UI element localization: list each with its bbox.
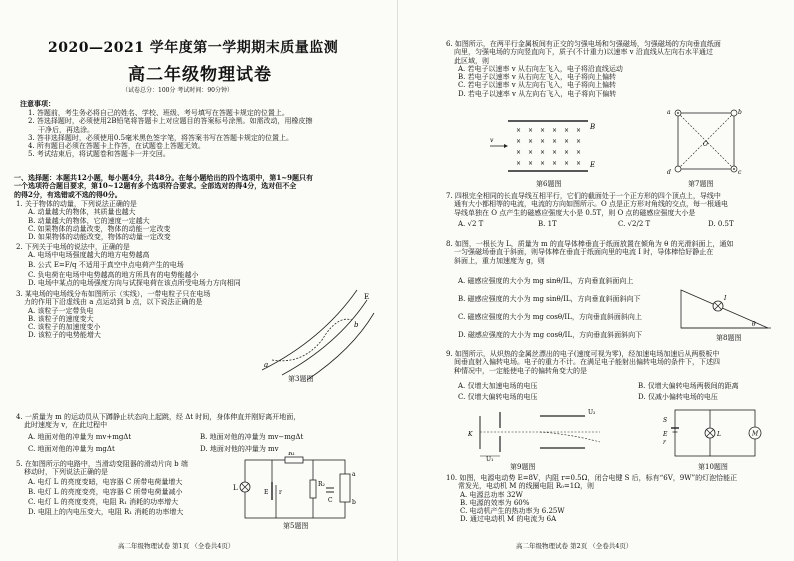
field-cross: × <box>540 149 546 156</box>
end-b-label: b <box>352 499 356 506</box>
field-cross: × <box>552 160 558 167</box>
question-9 <box>446 350 720 375</box>
lamp-label: L <box>717 431 721 438</box>
question-stem-2: 通有大小都相等的电流，电流的方向如图所示。O 点是正方形对角线的交点，每一根通电 <box>454 200 728 209</box>
question-stem: 6. 如图所示，在两平行金属板间有正交的匀强电场和匀强磁场，匀强磁场的方向垂直纸面 <box>446 40 721 48</box>
figure-8-caption: 第8题图 <box>716 334 742 342</box>
velocity-label: v <box>490 137 494 144</box>
note-line: 干净后，再选涂。 <box>38 125 94 134</box>
wire-b-label: b <box>738 109 742 116</box>
point-b-label: b <box>354 321 359 329</box>
switch-label: S <box>663 417 668 424</box>
r1-label: R₁ <box>288 452 295 457</box>
figure-3-field-lines <box>252 285 382 385</box>
question-stem: 10. 如图，电源电动势 E=8V，内阻 r=0.5Ω，闭合电键 S 后，标有“6V，9W”的灯泡恰能正 <box>446 474 738 482</box>
option-c: C. 仅增大偏转电场的电压 <box>458 393 538 401</box>
figure-9-caption: 第9题图 <box>510 463 536 471</box>
point-a-label: a <box>264 361 269 369</box>
exam-title: 2020—2021 学年度第一学期期末质量监测 <box>48 40 339 56</box>
cathode-label: K <box>468 431 473 438</box>
question-2 <box>16 243 241 287</box>
option-d: D. 地面对他的冲量为 mv <box>200 445 279 453</box>
motor-label: M <box>752 430 759 438</box>
field-cross: × <box>564 160 570 167</box>
b-field-label: B <box>590 123 596 131</box>
option-b: B. 该粒子的速度变大 <box>28 314 94 323</box>
option-a: A. 磁感应强度的大小为 mg sinθ/IL，方向垂直斜面向上 <box>458 277 634 285</box>
section-line: 的得2分，有选错或不选的得0分。 <box>14 189 122 199</box>
question-10 <box>446 474 737 524</box>
figure-6-caption: 第6题图 <box>536 180 562 188</box>
section-1-heading <box>14 174 389 199</box>
option-a: A. 动量越大的物体，其质量也越大 <box>28 208 136 217</box>
magnetic-field-crosses <box>516 127 581 167</box>
option-a: A. 地面对他的冲量为 mv+mgΔt <box>28 433 132 441</box>
option-c: C. √2/2 T <box>618 220 651 228</box>
field-cross: × <box>552 138 558 145</box>
option-d: D. 电阻上的内电压变大，电阻 R₁ 消耗的功率增大 <box>28 507 184 516</box>
option-c: C. 电灯 L 的亮度变亮，电阻 R₁ 消耗的功率增大 <box>28 497 179 506</box>
option-b: B. 地面对他的冲量为 mv−mgΔt <box>200 433 304 441</box>
field-cross: × <box>576 160 582 167</box>
option-d: D. 通过电动机 M 的电流为 6A <box>460 515 557 524</box>
question-stem-2: 常发光，电动机 M 的线圈电阻 R₀=1Ω，则 <box>458 482 595 491</box>
score-info: （试卷总分：100分 考试时间：90分钟） <box>122 87 233 94</box>
option-b: B. 1T <box>538 220 557 228</box>
field-cross: × <box>576 149 582 156</box>
option-b: B. 公式 E=F/q 不适用于真空中点电荷产生的电场 <box>28 260 184 269</box>
page-footer: 高二年级物理试卷 第2页 （全卷共4页） <box>516 542 633 550</box>
option-c: C. 地面对他的冲量为 mgΔt <box>28 445 115 453</box>
question-stem-2: 此时速度为 v，在此过程中 <box>24 421 108 430</box>
question-stem: 7. 四根完全相同的长直导线互相平行，它们的截面处于一个正方形的四个顶点上，导线中 <box>446 192 721 200</box>
note-line: 5. 考试结束后，将试题卷和答题卡一并交回。 <box>28 150 170 159</box>
option-c: C. 磁感应强度的大小为 mg cosθ/IL，方向垂直斜面斜向上 <box>458 313 642 321</box>
question-3 <box>16 290 210 340</box>
option-b: B. 电源的效率为 60% <box>460 498 530 507</box>
question-stem: 1. 关于物体的动量，下列说法正确的是 <box>16 200 137 208</box>
question-stem-3: 斜面上，重力加速度为 g，则 <box>454 256 545 265</box>
field-cross: × <box>564 149 570 156</box>
figure-5-circuit <box>230 452 360 527</box>
emf-label: E <box>663 431 668 438</box>
field-cross: × <box>540 138 546 145</box>
question-7 <box>446 192 728 217</box>
field-cross: × <box>564 127 570 134</box>
field-cross: × <box>516 149 522 156</box>
r2-label: R₂ <box>318 481 325 488</box>
option-a: A. 仅增大加速电场的电压 <box>458 382 538 390</box>
capacitor-label: C <box>328 497 333 504</box>
field-cross: × <box>528 127 534 134</box>
figure-6-crossed-fields <box>488 115 598 177</box>
page-footer: 高二年级物理试卷 第1页 （全卷共4页） <box>118 542 235 550</box>
option-b: B. 若电子以速率 v 从右向左飞入，电子将向上偏转 <box>458 73 616 82</box>
notes-heading: 注意事项： <box>20 99 55 108</box>
e-field-label: E <box>590 161 596 169</box>
u2-label: U₂ <box>588 409 596 416</box>
current-label: I <box>724 295 727 302</box>
option-d: D. 电场中某点的电场强度方向与试探电荷在该点所受电场力方向相同 <box>28 278 241 287</box>
question-stem-2: 力的作用下沿虚线由 a 点运动到 b 点，以下说法正确的是 <box>24 298 203 307</box>
question-5 <box>16 460 188 517</box>
question-stem-3: 导线单独在 O 点产生的磁感应强度大小是 0.5T，则 O 点的磁感应强度大小是 <box>454 208 696 217</box>
option-a: A. 电灯 L 的亮度变暗，电容器 C 所带电荷量增大 <box>28 477 183 486</box>
question-stem: 8. 如图，一根长为 L，质量为 m 的直导体棒垂直于纸面放置在倾角为 θ 的光滑斜面上，通如 <box>446 240 734 248</box>
end-a-label: a <box>352 471 356 478</box>
field-cross: × <box>516 160 522 167</box>
exam-page-2 <box>397 0 794 561</box>
option-c: C. 若电子以速率 v 从左向右飞入，电子将向上偏转 <box>458 81 616 90</box>
figure-7-caption: 第7题图 <box>688 180 714 188</box>
question-stem: 5. 在如图所示的电路中，当滑动变阻器的滑动片向 b 端 <box>16 460 188 468</box>
field-cross: × <box>564 138 570 145</box>
option-d: D. 磁感应强度的大小为 mg cosθ/IL，方向垂直斜面斜向下 <box>458 331 643 339</box>
field-cross: × <box>528 160 534 167</box>
option-b: B. 仅增大偏转电场两极间的距离 <box>638 382 739 390</box>
option-d: D. 仅减小偏转电场的电压 <box>638 393 718 401</box>
question-stem-2: 间垂直射入偏转电场。电子的重力不计。在满足电子能射出偏转电场的条件下，下述四 <box>454 358 720 367</box>
figure-7-square-wires <box>666 108 746 178</box>
center-o-label: O <box>703 141 708 148</box>
note-line: 1. 答题前，考生务必将自己的姓名、学校、班级、考号填写在答题卡规定的位置上。 <box>28 109 289 117</box>
question-stem-2: 向里，匀强电场的方向竖直向下，质子(不计重力)以速率 v 沿直线从左向右水平通过 <box>454 48 713 57</box>
field-cross: × <box>576 138 582 145</box>
question-4 <box>16 413 300 430</box>
option-d: D. 若电子以速率 v 从左向右飞入，电子将向下偏转 <box>458 89 617 98</box>
question-1 <box>16 200 171 241</box>
question-6 <box>446 40 786 98</box>
question-8-options <box>458 272 642 344</box>
angle-label: θ <box>752 321 756 328</box>
question-stem: 9. 如图所示，从炽热的金属丝漂出的电子(速度可视为零)，经加速电场加速后从两极板中 <box>446 350 720 358</box>
figure-8-incline <box>676 280 776 335</box>
section-line: 一个选项符合题目要求，第10~12题有多个选项符合要求。全部选对的得4分，选对但不全 <box>14 181 297 191</box>
emf-label: E <box>264 489 269 496</box>
question-stem-3: 种情况中，一定能使电子的偏转角变大的是 <box>454 366 587 375</box>
question-stem: 2. 下列关于电场的说法中，正确的是 <box>16 243 130 251</box>
field-cross: × <box>528 149 534 156</box>
internal-r-label: r <box>279 489 282 496</box>
option-d: D. 如果物体的动能改变，物体的动量一定改变 <box>28 233 171 242</box>
wire-a-label: a <box>667 109 671 116</box>
option-c: C. 负电荷在电场中电势越高的地方所具有的电势能越小 <box>28 270 199 279</box>
figure-5-caption: 第5题图 <box>283 522 309 530</box>
question-stem-2: 移动时，下列说法正确的是 <box>24 468 108 477</box>
field-cross: × <box>576 127 582 134</box>
question-stem-3: 此区域，则 <box>454 56 489 65</box>
exam-subtitle: 高二年级物理试卷 <box>128 65 272 85</box>
note-line: 2. 答选择题时，必须使用2B铅笔将答题卡上对应题目的答案标号涂黑。如需改动，用橡皮擦 <box>28 117 313 126</box>
option-a: A. 电场中电场强度越大的地方电势越高 <box>28 251 150 260</box>
figure-10-caption: 第10题图 <box>698 463 728 471</box>
note-line: 3. 答非选择题时，必须使用0.5毫米黑色签字笔，将答案书写在答题卡规定的位置上。 <box>28 133 294 142</box>
field-cross: × <box>516 138 522 145</box>
u1-label: U₁ <box>486 456 494 462</box>
option-c: C. 该粒子的加速度变小 <box>28 323 101 332</box>
option-a: A. 该粒子一定带负电 <box>28 306 94 315</box>
option-d: D. 0.5T <box>708 220 734 228</box>
field-cross: × <box>540 160 546 167</box>
figure-3-caption: 第3题图 <box>288 375 314 383</box>
option-a: A. 若电子以速率 v 从右向左飞入，电子将沿直线运动 <box>458 64 623 73</box>
lamp-label: L <box>233 484 238 492</box>
field-label: E <box>364 293 370 301</box>
question-stem-2: 一匀强磁场垂直于斜面，则导体棒在垂直于纸面向里的电流 I 时，导体棒恰好静止在 <box>454 248 714 257</box>
figure-9-electron-gun <box>460 404 610 462</box>
field-cross: × <box>552 149 558 156</box>
option-b: B. 电灯 L 的亮度变亮，电容器 C 所带电荷量减小 <box>28 487 183 496</box>
field-cross: × <box>552 127 558 134</box>
question-8 <box>446 240 734 265</box>
field-cross: × <box>516 127 522 134</box>
option-b: B. 动量越大的物体，它的速度一定越大 <box>28 216 150 225</box>
option-a: A. √2 T <box>458 220 484 228</box>
field-cross: × <box>540 127 546 134</box>
field-cross: × <box>528 138 534 145</box>
section-line: 一、选择题：本题共12小题，每小题4分，共48分。在每小题给出的四个选项中，第1~9题只有 <box>14 173 313 182</box>
question-stem: 3. 某电场的电场线分布如图所示（实线），一带电粒子只在电场 <box>16 290 211 298</box>
wire-d-label: d <box>667 169 671 176</box>
note-line: 4. 所有题目必须在答题卡上作答，在试题卷上答题无效。 <box>28 142 205 151</box>
notes-list <box>28 109 388 159</box>
internal-r-label: r <box>663 439 666 446</box>
option-d: D. 该粒子的电势能增大 <box>28 331 101 340</box>
option-a: A. 电源总功率 32W <box>460 490 523 499</box>
figure-10-motor-circuit <box>660 402 770 464</box>
option-c: C. 如果物体的动量改变，物体的动能一定改变 <box>28 224 171 233</box>
option-b: B. 磁感应强度的大小为 mg sinθ/IL，方向垂直斜面斜向下 <box>458 295 641 303</box>
option-c: C. 电动机产生的热功率为 6.25W <box>460 507 565 516</box>
question-stem: 4. 一质量为 m 的运动员从下蹲静止状态向上起跳，经 Δt 时间，身体伸直并刚好离开地面， <box>16 413 301 421</box>
wire-c-label: c <box>738 169 742 176</box>
